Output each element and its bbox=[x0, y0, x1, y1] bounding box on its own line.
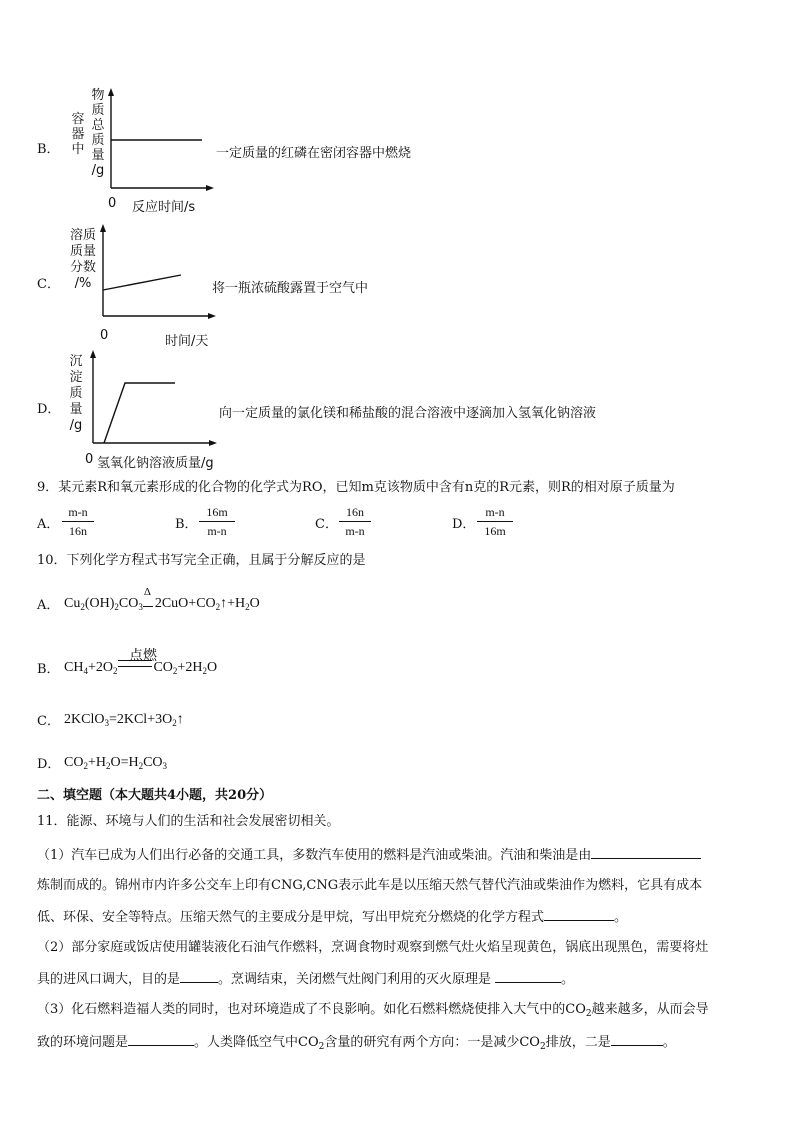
option-letter: B． bbox=[37, 662, 60, 677]
question-11-stem: 11．能源、环境与人们的生活和社会发展密切相关。 bbox=[37, 814, 340, 829]
y-axis-label-left: 容 器 中 bbox=[71, 112, 85, 157]
q11-part3-line2: 致的环境问题是 。人类降低空气中$CO_2$含量的研究有两个方向：一是减少$CO_2$排放，二是 。 bbox=[37, 1035, 676, 1052]
option-letter: C． bbox=[37, 277, 60, 292]
fraction: $\frac{m-n}{16m}$ bbox=[477, 505, 513, 539]
question-9-stem: 9．某元素R和氧元素形成的化合物的化学式为RO，已知m克该物质中含有n克的R元素，则R的相对原子质量为 bbox=[37, 480, 675, 495]
option-letter: B． bbox=[175, 517, 198, 532]
equation: $Cu_2(OH)_2CO_3$ Δ $2CuO+CO_2↑+H_2O$ bbox=[64, 586, 260, 612]
option-letter: A． bbox=[37, 598, 60, 613]
fraction: $\frac{16m}{m-n}$ bbox=[199, 505, 235, 539]
equation: $2KClO_3=2KCl+3O_2↑$ bbox=[64, 712, 184, 728]
fraction: $\frac{m-n}{16n}$ bbox=[62, 505, 94, 539]
graph-b-axes bbox=[100, 88, 220, 200]
x-axis-label: 氢氧化钠溶液质量/g bbox=[97, 456, 214, 471]
q11-part2-line2: 具的进风口调大，目的是 。烹调结束，关闭燃气灶阀门利用的灭火原理是 。 bbox=[37, 972, 575, 987]
graph-c-axes bbox=[95, 224, 220, 324]
section-title: 二、填空题（本大题共4小题，共20分） bbox=[37, 788, 273, 803]
graph-caption: 一定质量的红磷在密闭容器中燃烧 bbox=[216, 146, 412, 161]
q11-part3-line1: （3）化石燃料造福人类的同时，也对环境造成了不良影响。如化石燃料燃烧使排入大气中的$CO_2$越来越多，从而会导 bbox=[37, 1002, 709, 1019]
answer-blank[interactable] bbox=[544, 908, 614, 921]
option-letter: D． bbox=[37, 757, 61, 772]
y-arrow-icon bbox=[108, 88, 114, 96]
origin-label: 0 bbox=[85, 452, 94, 467]
graph-line bbox=[104, 383, 175, 443]
equation: $CO_2+H_2O=H_2CO_3$ bbox=[64, 755, 168, 771]
option-letter: D． bbox=[37, 402, 61, 417]
x-axis-label: 反应时间/s bbox=[132, 200, 196, 215]
answer-blank[interactable] bbox=[180, 970, 218, 983]
y-axis-label: 沉 淀 质 量 /g bbox=[69, 354, 83, 433]
x-arrow-icon bbox=[206, 185, 214, 191]
answer-blank[interactable] bbox=[611, 1033, 663, 1046]
graph-caption: 将一瓶浓硫酸露置于空气中 bbox=[212, 281, 369, 296]
option-letter: B． bbox=[37, 142, 60, 157]
q11-part1-line2: 炼制而成的。锦州市内许多公交车上印有CNG,CNG表示此车是以压缩天然气替代汽油或柴油作为燃料，它具有成本 bbox=[37, 878, 703, 893]
answer-blank[interactable] bbox=[591, 846, 701, 859]
graph-caption: 向一定质量的氯化镁和稀盐酸的混合溶液中逐滴加入氢氧化钠溶液 bbox=[219, 406, 597, 421]
x-arrow-icon bbox=[209, 440, 217, 446]
origin-label: 0 bbox=[100, 328, 109, 343]
q11-part2-line1: （2）部分家庭或饭店使用罐装液化石油气作燃料，烹调食物时观察到燃气灶火焰呈现黄色，锅底出现黑色，需要将灶 bbox=[37, 940, 709, 955]
y-axis-label: 溶质 质量 分数 /% bbox=[69, 228, 96, 291]
option-letter: C． bbox=[315, 517, 338, 532]
option-letter: D． bbox=[452, 517, 476, 532]
reaction-condition: 点燃 bbox=[129, 648, 157, 664]
origin-label: 0 bbox=[108, 196, 117, 211]
x-axis-label: 时间/天 bbox=[165, 334, 209, 349]
option-letter: C． bbox=[37, 714, 60, 729]
answer-blank[interactable] bbox=[495, 970, 561, 983]
x-arrow-icon bbox=[208, 313, 216, 319]
y-arrow-icon bbox=[90, 350, 96, 358]
q11-part1-line3: 低、环保、安全等特点。压缩天然气的主要成分是甲烷，写出甲烷充分燃烧的化学方程式 。 bbox=[37, 910, 628, 925]
y-axis-label: 物 质 总 质 量 /g bbox=[91, 88, 105, 178]
option-letter: A． bbox=[37, 517, 60, 532]
answer-blank[interactable] bbox=[128, 1033, 194, 1046]
y-arrow-icon bbox=[100, 224, 106, 232]
equation: $CH_4+2O_2$ $CO_2+2H_2O$ bbox=[64, 660, 218, 676]
graph-d-axes bbox=[85, 350, 220, 450]
question-10-stem: 10．下列化学方程式书写完全正确，且属于分解反应的是 bbox=[37, 553, 366, 568]
fraction: $\frac{16n}{m-n}$ bbox=[339, 505, 371, 539]
q11-part1-line1: （1）汽车已成为人们出行必备的交通工具，多数汽车使用的燃料是汽油或柴油。汽油和柴油是由 bbox=[37, 846, 701, 864]
graph-line bbox=[103, 275, 181, 290]
